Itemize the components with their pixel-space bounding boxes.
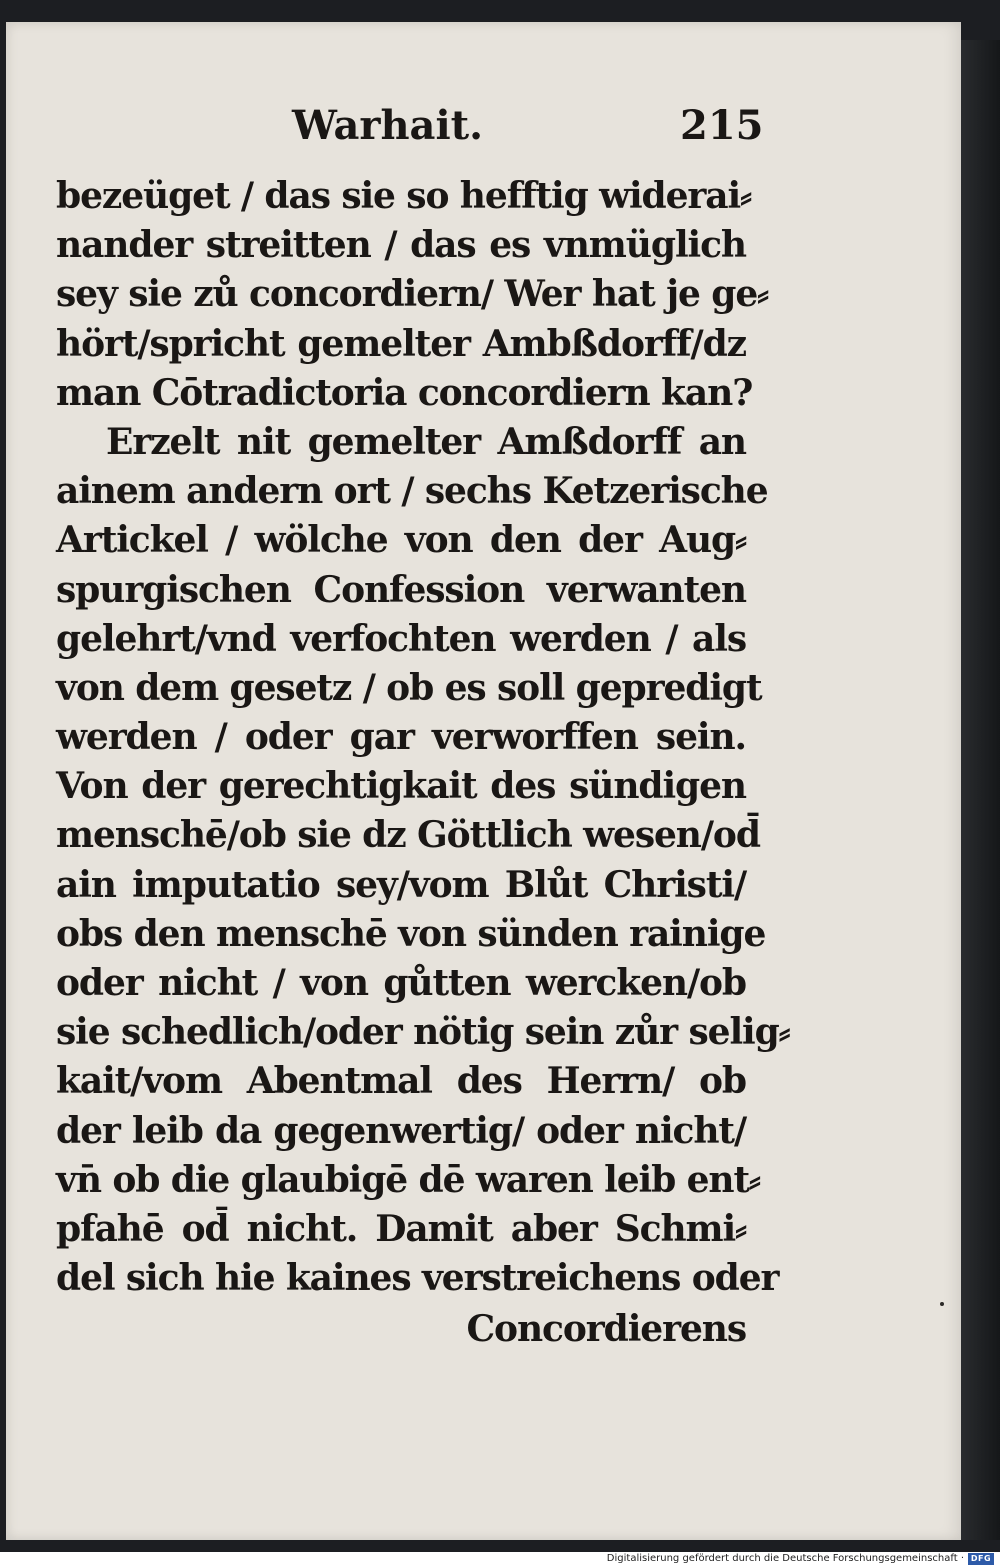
book-page bbox=[6, 22, 961, 1540]
text-line: Artickel / wölche von den der Aug⸗ bbox=[56, 519, 746, 562]
catchword: Concordierens bbox=[466, 1308, 746, 1351]
text-line: spurgischen Confession verwanten bbox=[56, 568, 746, 611]
text-line: von dem gesetz / ob es soll gepredigt bbox=[56, 666, 762, 709]
dfg-logo: DFG bbox=[968, 1553, 994, 1565]
funding-credit: Digitalisierung gefördert durch die Deutsche Forschungsgemeinschaft · bbox=[606, 1553, 964, 1564]
footer bbox=[0, 1552, 1000, 1567]
text-line: oder nicht / von gůtten wercken/ob bbox=[56, 962, 746, 1004]
text-line: kait/vom Abentmal des Herrn/ ob bbox=[56, 1060, 746, 1103]
text-line: der leib da gegenwertig/ oder nicht/ bbox=[56, 1109, 746, 1152]
text-line: werden / oder gar verworffen sein. bbox=[56, 716, 746, 759]
book-edge bbox=[960, 40, 1000, 1540]
text-line: bezeüget / das sie so hefftig widerai⸗ bbox=[56, 175, 751, 217]
text-line: sie schedlich/oder nötig sein zůr selig⸗ bbox=[56, 1011, 790, 1054]
text-line: pfahē od̄ nicht. Damit aber Schmi⸗ bbox=[56, 1207, 746, 1250]
body-text bbox=[56, 172, 790, 1355]
text-line: del sich hie kaines verstreichens oder bbox=[56, 1257, 779, 1300]
text-line: ainem andern ort / sechs Ketzerische bbox=[56, 470, 768, 513]
margin-mark bbox=[940, 1302, 944, 1306]
text-line: vn̄ ob die glaubigē dē waren leib ent⸗ bbox=[56, 1158, 760, 1201]
text-line: Erzelt nit gemelter Amßdorff an bbox=[106, 420, 746, 463]
text-line: man Cōtradictoria concordiern kan? bbox=[56, 371, 753, 414]
text-line: nander streitten / das es vnmüglich bbox=[56, 224, 746, 267]
text-line: hört/spricht gemelter Ambßdorff/dz bbox=[56, 322, 746, 365]
text-line: obs den menschē von sünden rainige bbox=[56, 912, 766, 955]
text-line: sey sie zů concordiern/ Wer hat je ge⸗ bbox=[56, 273, 769, 316]
text-line: gelehrt/vnd verfochten werden / als bbox=[56, 617, 746, 660]
text-line: ain imputatio sey/vom Blůt Christi/ bbox=[56, 863, 746, 906]
text-line: menschē/ob sie dz Göttlich wesen/od̄ bbox=[56, 814, 760, 857]
text-line: Von der gerechtigkait des sündigen bbox=[56, 765, 746, 808]
page-header bbox=[6, 102, 961, 162]
running-title: Warhait. bbox=[292, 102, 484, 149]
page-number: 215 bbox=[680, 102, 764, 149]
